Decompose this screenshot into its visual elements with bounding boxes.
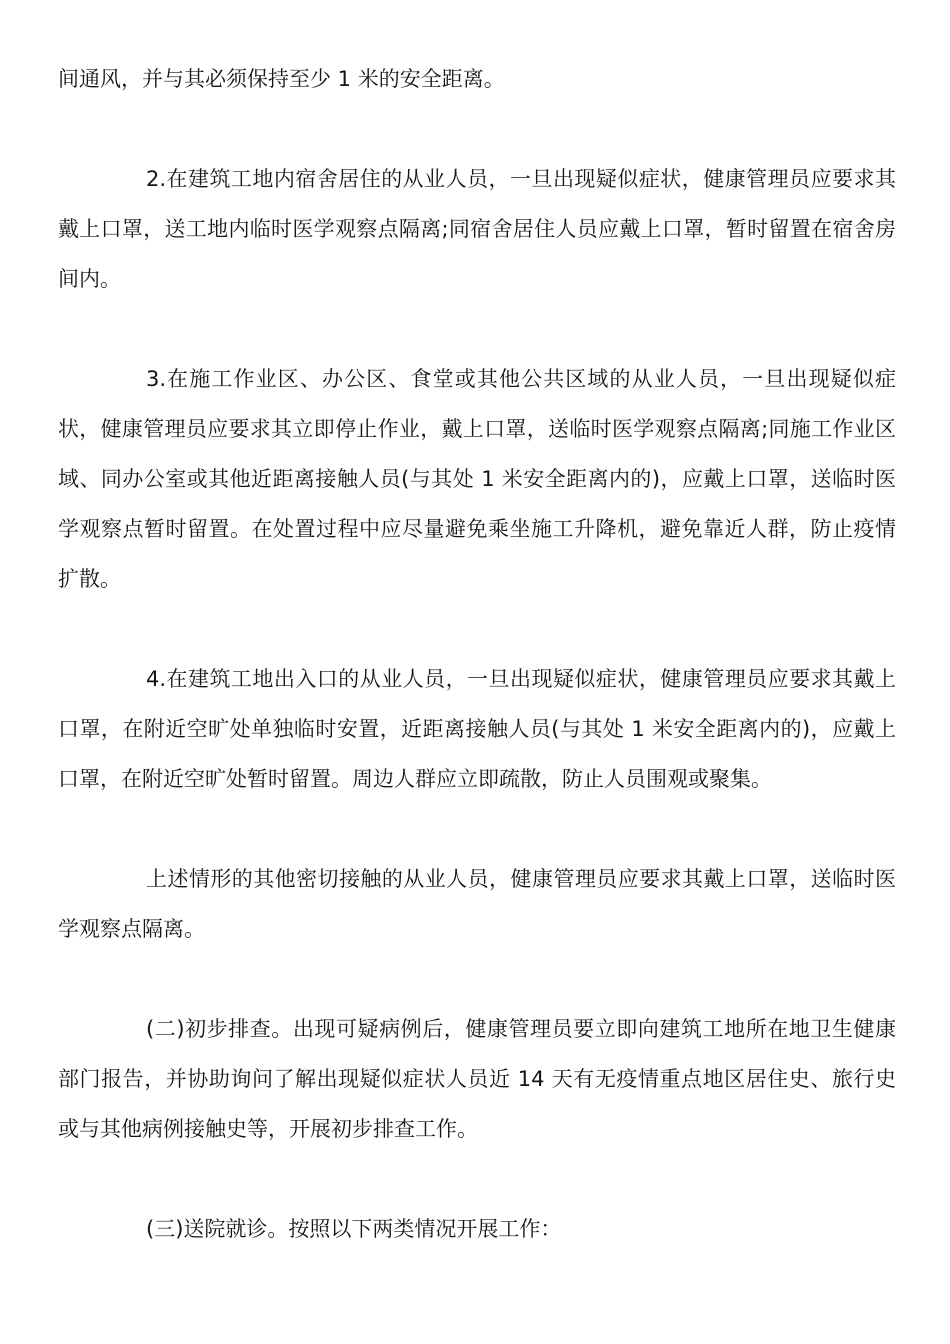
paragraph-hospital-referral: (三)送院就诊。按照以下两类情况开展工作： (146, 1217, 562, 1241)
paragraph-initial-screening: (二)初步排查。出现可疑病例后，健康管理员要立即向建筑工地所在地卫生健康部门报告，并协助询问了解出现疑似症状人员近 14 天有无疫情重点地区居住史、旅行史或与其他病例接触史等，开展初步排查工作。 (58, 1017, 896, 1141)
paragraph-entrance: 4.在建筑工地出入口的从业人员，一旦出现疑似症状，健康管理员应要求其戴上口罩，在附近空旷处单独临时安置，近距离接触人员(与其处 1 米安全距离内的)，应戴上口罩，在附近空旷处暂时留置。周边人群应立即疏散，防止人员围观或聚集。 (58, 667, 896, 791)
paragraph-close-contacts: 上述情形的其他密切接触的从业人员，健康管理员应要求其戴上口罩，送临时医学观察点隔离。 (58, 867, 896, 941)
document-body (58, 54, 896, 1254)
paragraph-work-area: 3.在施工作业区、办公区、食堂或其他公共区域的从业人员，一旦出现疑似症状，健康管理员应要求其立即停止作业，戴上口罩，送临时医学观察点隔离;同施工作业区域、同办公室或其他近距离接触人员(与其处 1 米安全距离内的)，应戴上口罩，送临时医学观察点暂时留置。在处置过程中应尽量避免乘坐施工升降机，避免靠近人群，防止疫情扩散。 (58, 367, 896, 591)
paragraph-dormitory: 2.在建筑工地内宿舍居住的从业人员，一旦出现疑似症状，健康管理员应要求其戴上口罩，送工地内临时医学观察点隔离;同宿舍居住人员应戴上口罩，暂时留置在宿舍房间内。 (58, 167, 896, 291)
paragraph-continuation: 间通风，并与其必须保持至少 1 米的安全距离。 (58, 67, 505, 91)
